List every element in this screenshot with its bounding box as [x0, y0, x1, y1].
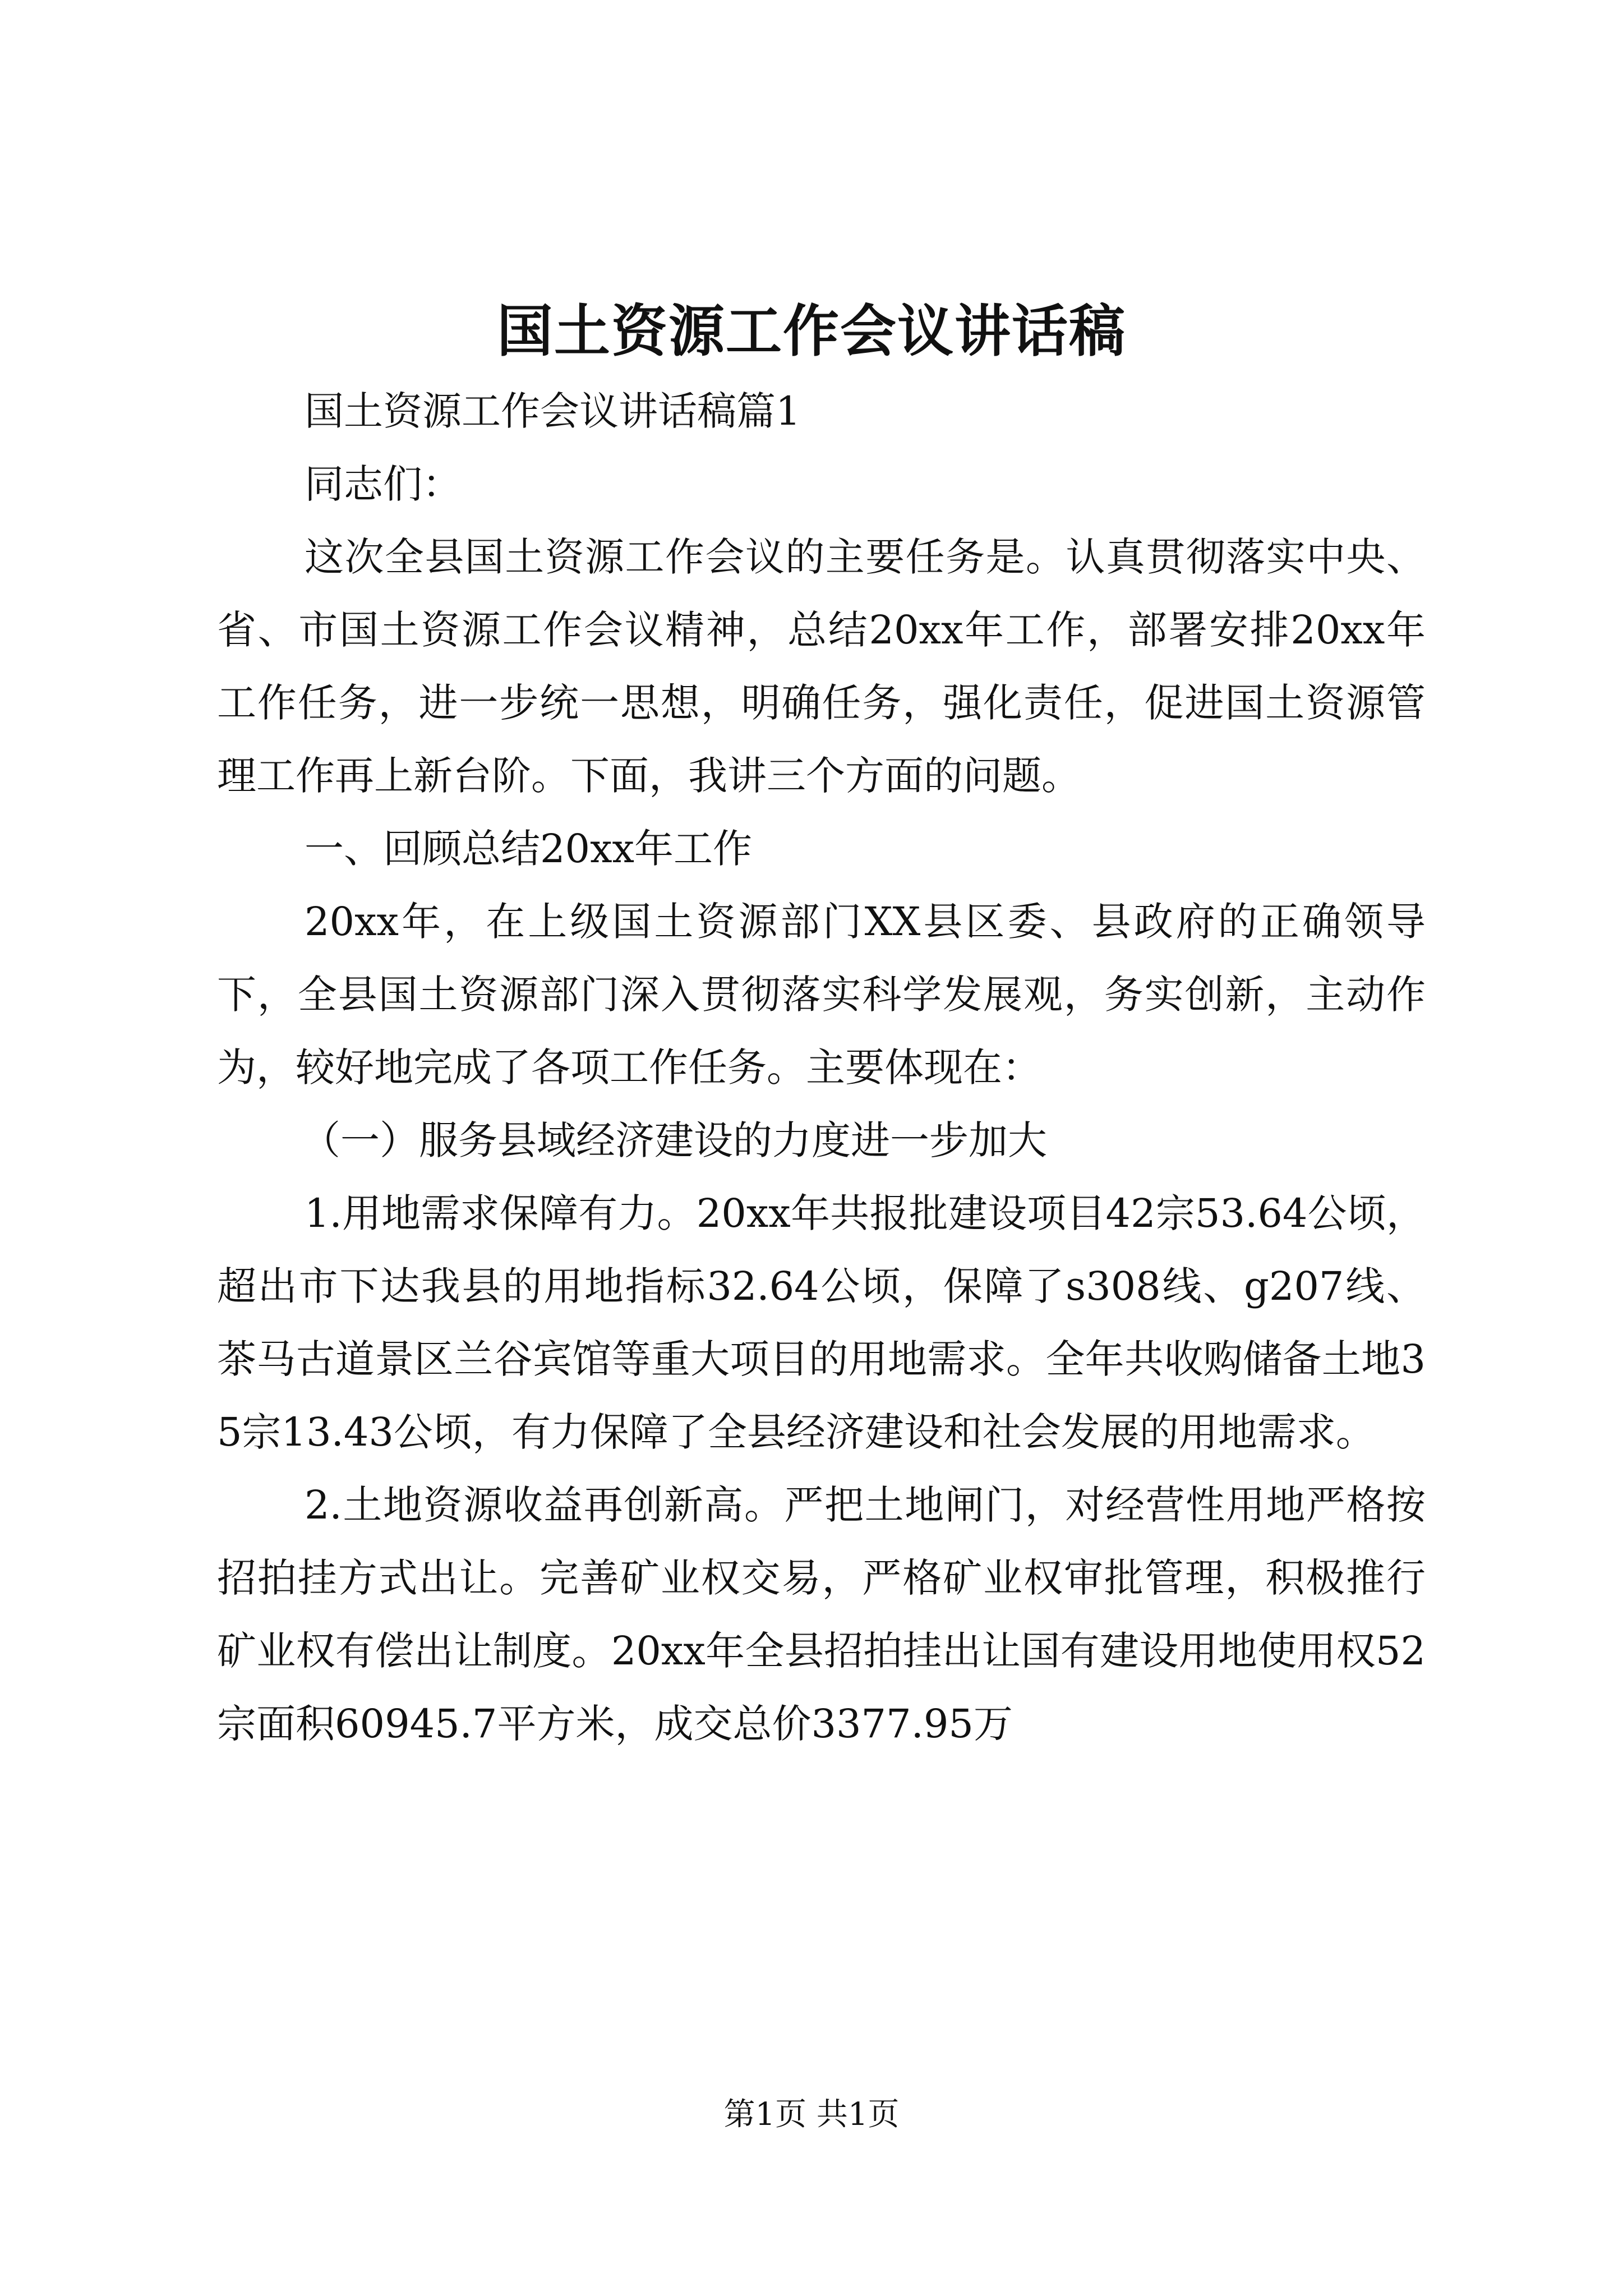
paragraph-intro: 这次全县国土资源工作会议的主要任务是。认真贯彻落实中央、省、市国土资源工作会议精神，总结20xx年工作，部署安排20xx年工作任务，进一步统一思想，明确任务，强化责任，促进国土资源管理工作再上新台阶。下面，我讲三个方面的问题。: [217, 534, 1426, 799]
document-body: [217, 375, 1426, 1760]
salutation: 同志们：: [305, 461, 462, 507]
subsection-heading-1: （一）服务县域经济建设的力度进一步加大: [301, 1117, 1047, 1163]
paragraph-summary: 20xx年，在上级国土资源部门XX县区委、县政府的正确领导下，全县国土资源部门深入贯彻落实科学发展观，务实创新，主动作为，较好地完成了各项工作任务。主要体现在：: [217, 899, 1426, 1091]
document-title: 国土资源工作会议讲话稿: [497, 298, 1126, 364]
paragraph-item-1: 1.用地需求保障有力。20xx年共报批建设项目42宗53.64公顷，超出市下达我县的用地指标32.64公顷，保障了s308线、g207线、茶马古道景区兰谷宾馆等重大项目的用地需求。全年共收购储备土地35宗13.43公顷，有力保障了全县经济建设和社会发展的用地需求。: [217, 1190, 1426, 1455]
section-heading-1: 一、回顾总结20xx年工作: [305, 826, 753, 872]
page-footer: 第1页 共1页: [723, 2096, 900, 2133]
document-subtitle: 国土资源工作会议讲话稿篇1: [305, 388, 801, 434]
paragraph-item-2: 2.土地资源收益再创新高。严把土地闸门，对经营性用地严格按招拍挂方式出让。完善矿业权交易，严格矿业权审批管理，积极推行矿业权有偿出让制度。20xx年全县招拍挂出让国有建设用地使用权52宗面积60945.7平方米，成交总价3377.95万: [217, 1482, 1426, 1747]
